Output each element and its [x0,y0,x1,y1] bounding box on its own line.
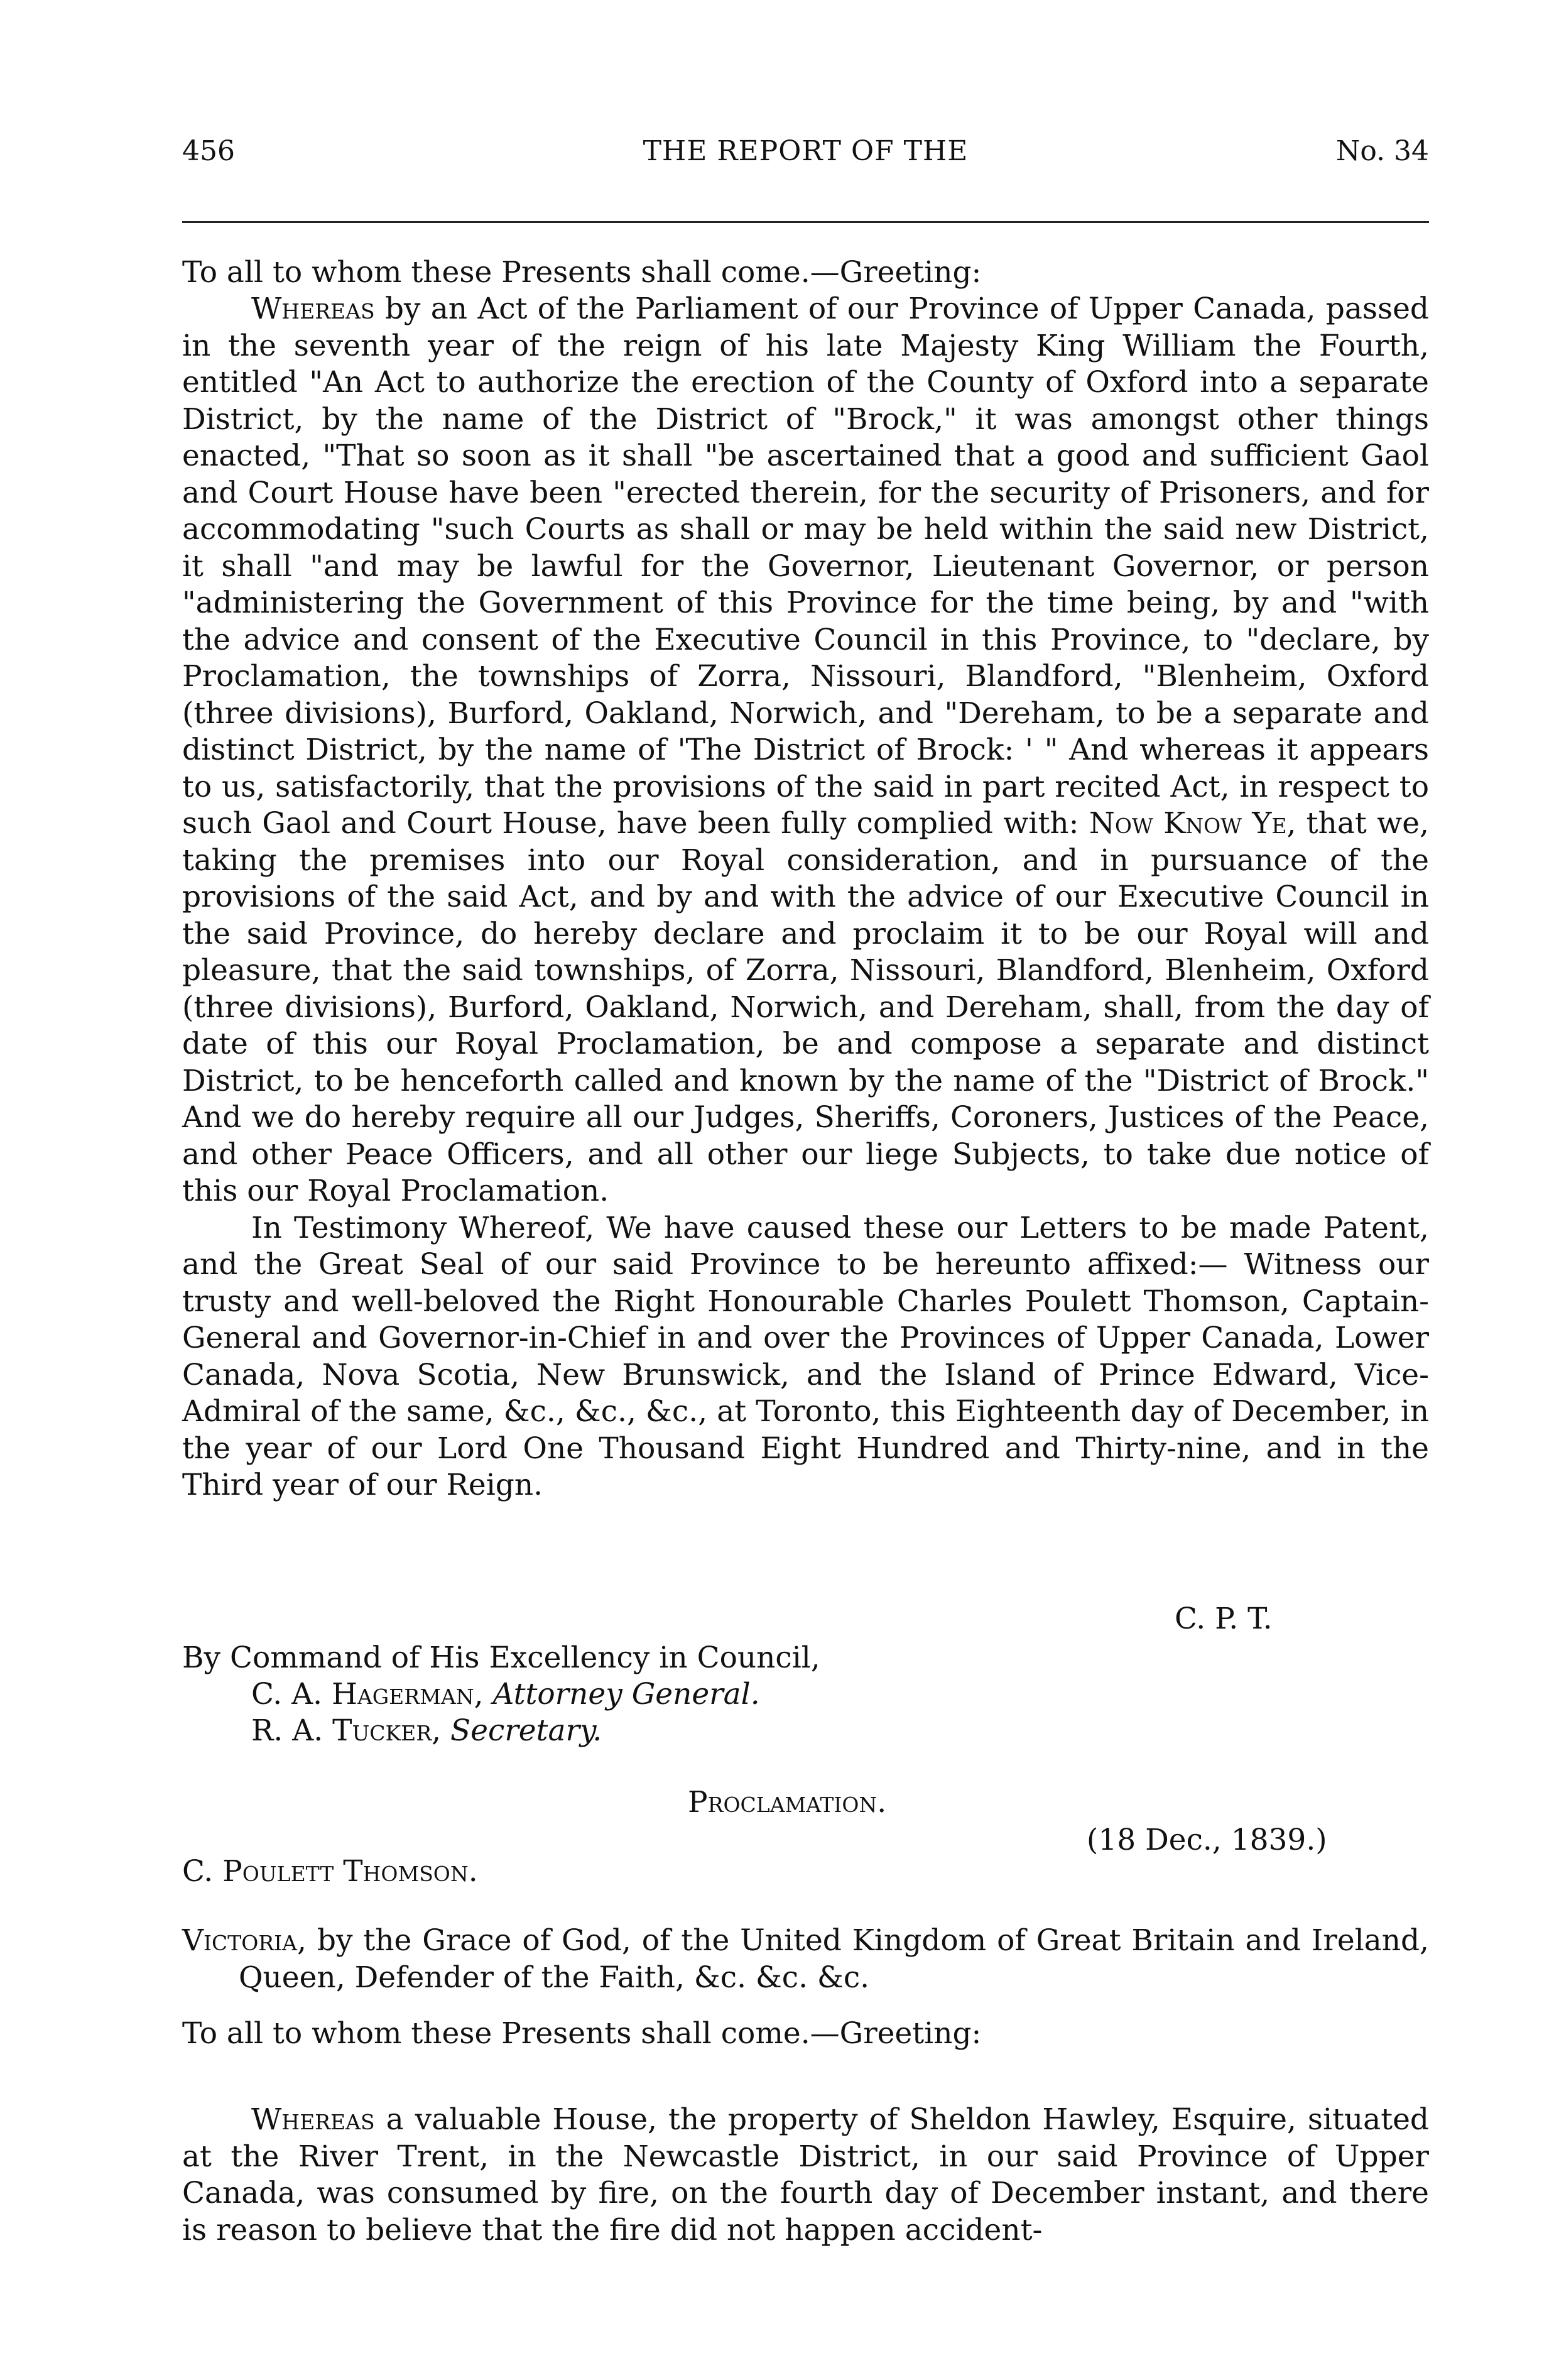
by-command-line: By Command of His Excellency in Council, [182,1640,820,1675]
proclamation-two-salutation: To all to whom these Presents shall come.—Greeting: [182,2016,982,2051]
governor-signature: C. Poulett Thomson. [182,1854,478,1889]
opening-word-two: Whereas [251,2102,375,2137]
victoria-name: Victoria, [182,1923,307,1958]
proclamation-date: (18 Dec., 1839.) [1087,1823,1327,1857]
proclamation-two-body: Whereas a valuable House, the property of Sheldon Hawley, Esquire, situated at the River Trent, in the Newcastle District, in our said Province of Upper Canada, was consumed by fire, on the fourth day of December instant, and there is reason to believe that the fire did not happen accident- [182,2102,1429,2247]
proclamation-heading: Proclamation. [688,1785,887,1820]
signature-secretary: R. A. Tucker, Secretary. [251,1713,602,1748]
running-title: THE REPORT OF THE [643,135,969,167]
initials: C. P. T. [1175,1602,1273,1636]
proclamation-one-salutation: To all to whom these Presents shall come.—Greeting: [182,255,982,290]
opening-word: Whereas [251,292,375,326]
victoria-title: Victoria, by the Grace of God, of the United Kingdom of Great Britain and Ireland, Queen, Defender of the Faith, &c. &c. &c. [182,1923,1429,1995]
testimony-paragraph: In Testimony Whereof, We have caused these our Letters to be made Patent, and the Great Seal of our said Province to be hereunto affixed:— Witness our trusty and well-beloved the Right Honourable Charles Poulett Thomson, Captain-General and Governor-in-Chief in and over the Provinces of Upper Canada, Lower Canada, Nova Scotia, New Brunswick, and the Island of Prince Edward, Vice-Admiral of the same, &c., &c., &c., at Toronto, this Eighteenth day of December, in the year of our Lord One Thousand Eight Hundred and Thirty-nine, and in the Third year of our Reign. [182,1210,1429,1502]
page-header [182,135,1429,173]
page-number: 456 [182,135,235,167]
header-rule [182,221,1429,223]
issue-number: No. 34 [1335,135,1429,167]
signature-attorney-general: C. A. Hagerman, Attorney General. [251,1677,760,1711]
proclamation-one-body [182,291,1429,1504]
proclamation-one-paragraph: Whereas by an Act of the Parliament of our Province of Upper Canada, passed in the seventh year of the reign of his late Majesty King William the Fourth, entitled "An Act to authorize the erection of the County of Oxford into a separate District, by the name of the District of "Brock," it was amongst other things enacted, "That so soon as it shall "be ascertained that a good and sufficient Gaol and Court House have been "erected therein, for the security of Prisoners, and for accommodating "such Courts as shall or may be held within the said new District, it shall "and may be lawful for the Governor, Lieutenant Governor, or person "administering the Government of this Province for the time being, by and "with the advice and consent of the Executive Council in this Province, to "declare, by Proclamation, the townships of Zorra, Nissouri, Blandford, "Blenheim, Oxford (three divisions), Burford, Oakland, Norwich, and "Dereham, to be a separate and distinct District, by the name of 'The District of Brock: ' " And whereas it appears to us, satisfactorily, that the provisions of the said in part recited Act, in respect to such Gaol and Court House, have been fully complied with: Now Know Ye, that we, taking the premises into our Royal consideration, and in pursuance of the provisions of the said Act, and by and with the advice of our Executive Council in the said Province, do hereby declare and proclaim it to be our Royal will and pleasure, that the said townships, of Zorra, Nissouri, Blandford, Blenheim, Oxford (three divisions), Burford, Oakland, Norwich, and Dereham, shall, from the day of date of this our Royal Proclamation, be and compose a separate and distinct District, to be henceforth called and known by the name of the "District of Brock." And we do hereby require all our Judges, Sheriffs, Coroners, Justices of the Peace, and other Peace Officers, and all other our liege Subjects, to take due notice of this our Royal Proclamation. [182,292,1429,1208]
know-ye: Now Know Ye, [1089,806,1296,841]
